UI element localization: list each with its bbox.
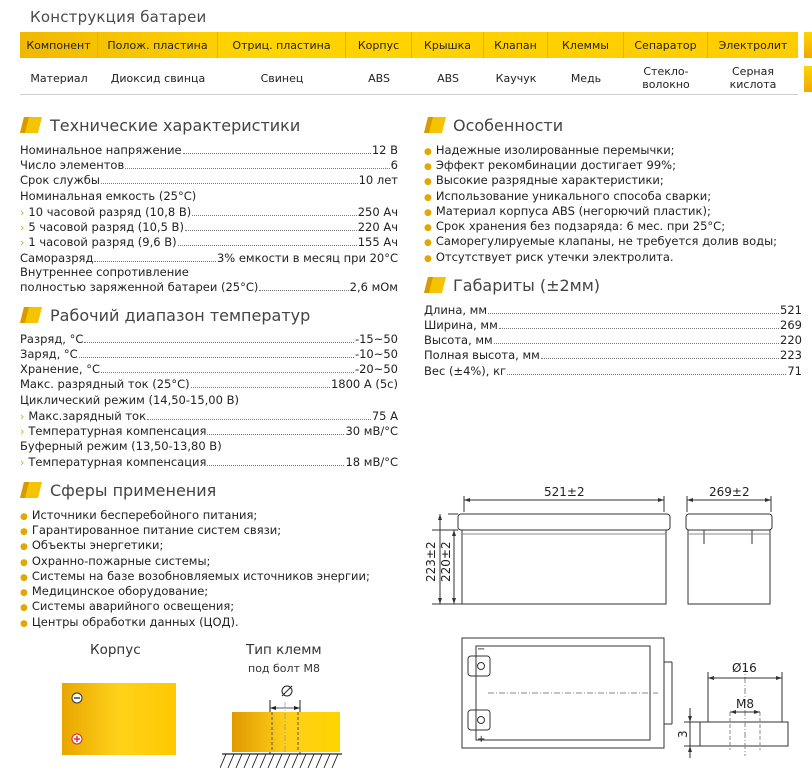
spec-row (20, 409, 398, 424)
spec-label: Макс.зарядный ток (28, 409, 147, 423)
bullet-icon: ● (424, 147, 432, 157)
spec-row (20, 347, 398, 362)
spec-row (424, 348, 802, 363)
table-header-cell: Крышка (412, 32, 484, 58)
list-item: ● Системы аварийного освещения; (20, 599, 235, 613)
construction-header-row (20, 32, 798, 58)
table-header-cell: Полож. пластина (98, 32, 218, 58)
section-title-features: Особенности (453, 116, 564, 135)
bullet-icon: ● (20, 542, 28, 552)
table-cell: Материал (30, 71, 88, 85)
drawing-diameter-label: Ø16 (732, 661, 757, 675)
spec-value: 18 мВ/°C (345, 455, 398, 469)
section-title-temp: Рабочий диапазон температур (50, 306, 311, 325)
spec-row (424, 333, 802, 348)
spec-row (20, 424, 398, 439)
spec-value: -15~50 (354, 332, 398, 346)
list-item: ● Надежные изолированные перемычки; (424, 143, 675, 157)
list-item: ● Саморегулируемые клапаны, не требуется долив воды; (424, 234, 778, 248)
side-accent-stripe (804, 32, 812, 58)
drawing-negative-label: − (477, 644, 486, 655)
spec-value: -20~50 (354, 362, 398, 376)
table-cell: Диоксид свинца (110, 71, 206, 85)
arrow-icon: › (20, 456, 25, 469)
body-label: Корпус (90, 642, 141, 658)
list-item: ● Центры обработки данных (ЦОД). (20, 615, 239, 629)
list-item: ● Системы на базе возобновляемых источников энергии; (20, 569, 370, 583)
spec-row (20, 455, 398, 470)
spec-group-title: Буферный режим (13,50-13,80 В) (20, 439, 222, 453)
section-marker-icon (424, 117, 446, 133)
spec-row (424, 364, 802, 379)
spec-row (20, 158, 398, 173)
spec-row (20, 205, 398, 220)
spec-label: Вес (±4%), кг (424, 364, 507, 378)
spec-value: 155 Ач (357, 235, 398, 249)
spec-row (424, 303, 802, 318)
table-header-cell: Электролит (718, 38, 788, 52)
spec-label: 10 часовой разряд (10,8 В) (28, 205, 192, 219)
table-cell: Стекло- волокно (642, 65, 690, 91)
bullet-icon: ● (20, 512, 28, 522)
spec-value: 521 (780, 303, 802, 317)
list-item: ● Материал корпуса ABS (негорючий пластик); (424, 204, 711, 218)
bullet-icon: ● (424, 177, 432, 187)
drawing-height-label: 220±2 (439, 541, 453, 582)
terminal-illustration (220, 682, 350, 772)
list-item: ● Использование уникального способа сварки; (424, 189, 712, 203)
bullet-icon: ● (424, 254, 432, 264)
technical-drawing (418, 486, 812, 780)
section-marker-icon (20, 307, 42, 323)
spec-label: Число элементов (20, 158, 125, 172)
page-title: Конструкция батареи (30, 8, 207, 26)
table-cell: Серная кислота (729, 65, 777, 91)
spec-value: 250 Ач (357, 205, 398, 219)
table-header-cell: Корпус (346, 32, 412, 58)
spec-value: 6 (390, 158, 398, 172)
spec-label: Номинальное напряжение (20, 143, 182, 157)
table-cell: Свинец (260, 71, 304, 85)
bullet-icon: ● (20, 573, 28, 583)
spec-row (20, 235, 398, 250)
arrow-icon: › (20, 425, 25, 438)
spec-value: 220 Ач (357, 220, 398, 234)
spec-row (20, 377, 398, 392)
spec-row (20, 251, 398, 266)
section-title-tech: Технические характеристики (50, 116, 301, 135)
spec-label: Хранение, °C (20, 362, 100, 376)
spec-value: 30 мВ/°C (345, 424, 398, 438)
bullet-icon: ● (20, 603, 28, 613)
spec-row (20, 362, 398, 377)
spec-label: Саморазряд (20, 251, 94, 265)
construction-value-row (20, 62, 798, 95)
list-item: ● Эффект рекомбинации достигает 99%; (424, 158, 676, 172)
spec-row (20, 332, 398, 347)
spec-row (20, 280, 398, 295)
spec-value: 223 (780, 348, 802, 362)
spec-value: 3% емкости в месяц при 20°C (216, 251, 398, 265)
spec-value: 269 (780, 318, 802, 332)
spec-value: 2,6 мОм (349, 280, 398, 294)
spec-value: 12 В (371, 143, 398, 157)
table-header-cell: Клеммы (548, 32, 624, 58)
spec-group-title: Внутреннее сопротивление (20, 265, 189, 279)
spec-label: полностью заряженной батареи (25°C) (20, 280, 259, 294)
table-cell: Медь (570, 71, 602, 85)
list-item: ● Объекты энергетики; (20, 538, 164, 552)
spec-row (20, 220, 398, 235)
spec-value: -10~50 (354, 347, 398, 361)
table-cell: ABS (368, 71, 390, 85)
list-item: ● Гарантированное питание систем связи; (20, 523, 282, 537)
bullet-icon: ● (424, 238, 432, 248)
table-cell: ABS (437, 71, 459, 85)
list-item: ● Охранно-пожарные системы; (20, 554, 211, 568)
section-marker-icon (424, 277, 446, 293)
table-cell: Каучук (495, 71, 537, 85)
terminal-label: Тип клемм (246, 642, 322, 658)
arrow-icon: › (20, 206, 25, 219)
drawing-height-label: 223±2 (424, 541, 438, 582)
bullet-icon: ● (424, 162, 432, 172)
table-header-cell: Клапан (484, 32, 548, 58)
list-item: ● Источники бесперебойного питания; (20, 508, 258, 522)
spec-label: Заряд, °C (20, 347, 78, 361)
list-item: ● Срок хранения без подзаряда: 6 мес. при 25°C; (424, 219, 726, 233)
bullet-icon: ● (20, 527, 28, 537)
spec-value: 220 (780, 333, 802, 347)
arrow-icon: › (20, 236, 25, 249)
section-marker-icon (20, 482, 42, 498)
spec-label: Высота, мм (424, 333, 493, 347)
spec-value: 10 лет (358, 173, 398, 187)
bullet-icon: ● (424, 193, 432, 203)
list-item: ● Высокие разрядные характеристики; (424, 173, 664, 187)
spec-label: 5 часовой разряд (10,5 В) (28, 220, 184, 234)
drawing-depth-label: 3 (676, 730, 690, 738)
spec-label: Температурная компенсация (28, 455, 207, 469)
spec-label: Срок службы (20, 173, 100, 187)
spec-row (20, 143, 398, 158)
bullet-icon: ● (20, 619, 28, 629)
terminal-sublabel: под болт М8 (248, 662, 320, 675)
spec-label: Макс. разрядный ток (25°C) (20, 377, 190, 391)
bullet-icon: ● (20, 588, 28, 598)
bullet-icon: ● (20, 558, 28, 568)
spec-label: Ширина, мм (424, 318, 498, 332)
drawing-length-label: 521±2 (544, 486, 585, 499)
list-item: ● Отсутствует риск утечки электролита. (424, 250, 674, 264)
table-header-cell: Сепаратор (624, 32, 708, 58)
table-header-cell: Компонент (20, 32, 98, 58)
spec-row (424, 318, 802, 333)
spec-label: Длина, мм (424, 303, 488, 317)
spec-label: 1 часовой разряд (9,6 В) (28, 235, 177, 249)
spec-label: Полная высота, мм (424, 348, 540, 362)
spec-value: 71 (787, 364, 802, 378)
body-illustration (62, 683, 176, 755)
bullet-icon: ● (424, 208, 432, 218)
construction-table (20, 32, 798, 95)
bullet-icon: ● (424, 223, 432, 233)
arrow-icon: › (20, 221, 25, 234)
spec-row (20, 173, 398, 188)
spec-label: Разряд, °C (20, 332, 84, 346)
section-marker-icon (20, 117, 42, 133)
spec-value: 75 А (371, 409, 398, 423)
spec-label: Температурная компенсация (28, 424, 207, 438)
list-item: ● Медицинское оборудование; (20, 584, 209, 598)
drawing-positive-label: + (477, 734, 486, 745)
section-title-applications: Сферы применения (50, 481, 217, 500)
side-accent-stripe (804, 66, 812, 92)
drawing-width-label: 269±2 (709, 486, 750, 499)
arrow-icon: › (20, 410, 25, 423)
spec-group-title: Циклический режим (14,50-15,00 В) (20, 393, 239, 407)
spec-group-title: Номинальная емкость (25°C) (20, 189, 197, 203)
spec-value: 1800 А (5с) (330, 377, 398, 391)
table-header-cell: Отриц. пластина (218, 32, 346, 58)
section-title-dims: Габариты (±2мм) (453, 276, 601, 295)
drawing-bolt-label: M8 (736, 697, 754, 711)
